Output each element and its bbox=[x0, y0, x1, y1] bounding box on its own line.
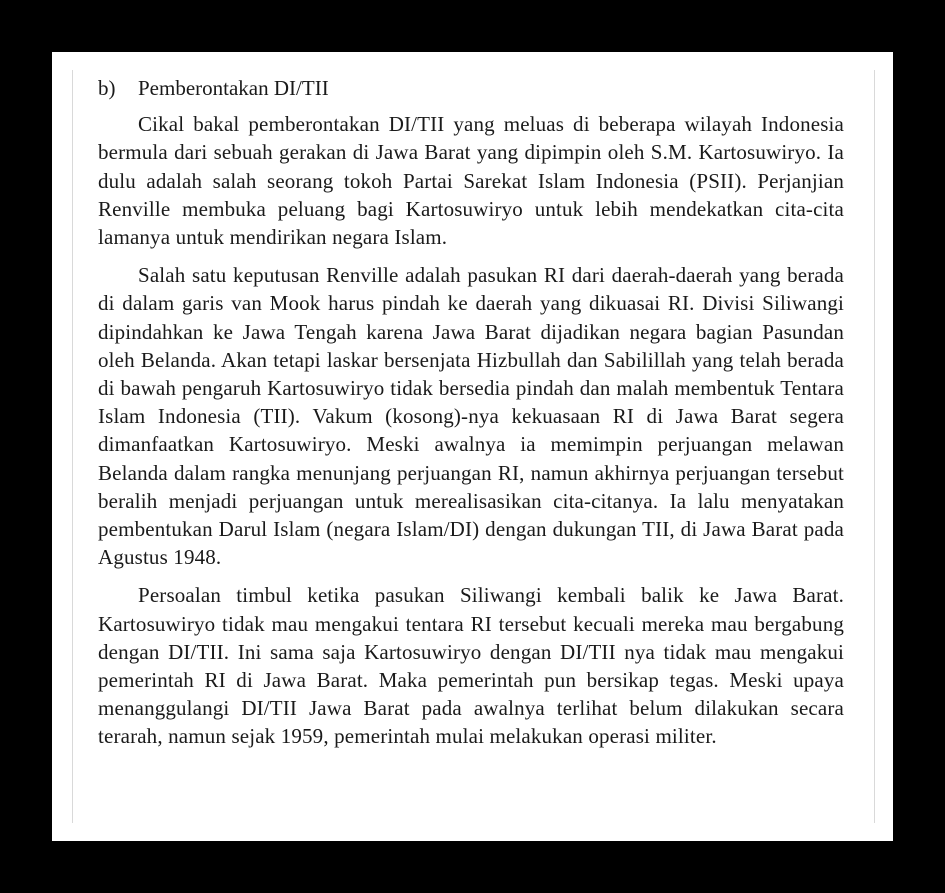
paragraph-1: Cikal bakal pemberontakan DI/TII yang meluas di beberapa wilayah Indonesia bermula dari sebuah gerakan di Jawa Barat yang dipimpin oleh S.M. Kartosuwiryo. Ia dulu adalah salah seorang tokoh Partai Sarekat Islam Indonesia (PSII). Perjanjian Renville membuka peluang bagi Kartosuwiryo untuk lebih mendekatkan cita-cita lamanya untuk mendirikan negara Islam. bbox=[98, 112, 844, 250]
section-marker: b) bbox=[98, 76, 116, 100]
document-body bbox=[98, 74, 844, 751]
paragraph-2: Salah satu keputusan Renville adalah pasukan RI dari daerah-daerah yang berada di dalam garis van Mook harus pindah ke daerah yang dikuasai RI. Divisi Siliwangi dipindahkan ke Jawa Tengah karena Jawa Barat dijadikan negara bagian Pasundan oleh Belanda. Akan tetapi laskar bersenjata Hizbullah dan Sabilillah yang telah berada di bawah pengaruh Kartosuwiryo tidak bersedia pindah dan malah membentuk Tentara Islam Indonesia (TII). Vakum (kosong)-nya kekuasaan RI di Jawa Barat segera dimanfaatkan Kartosuwiryo. Meski awalnya ia memimpin perjuangan melawan Belanda dalam rangka menunjang perjuangan RI, namun akhirnya perjuangan tersebut beralih menjadi perjuangan untuk merealisasikan cita-citanya. Ia lalu menyatakan pembentukan Darul Islam (negara Islam/DI) dengan dukungan TII, di Jawa Barat pada Agustus 1948. bbox=[98, 263, 844, 570]
paragraph-3: Persoalan timbul ketika pasukan Siliwangi kembali balik ke Jawa Barat. Kartosuwiryo tidak mau mengakui tentara RI tersebut kecuali mereka mau bergabung dengan DI/TII. Ini sama saja Kartosuwiryo dengan DI/TII nya tidak mau mengakui pemerintah RI di Jawa Barat. Maka pemerintah pun bersikap tegas. Meski upaya menanggulangi DI/TII Jawa Barat pada awalnya terlihat belum dilakukan secara terarah, namun sejak 1959, pemerintah mulai melakukan operasi militer. bbox=[98, 583, 844, 749]
section-title: Pemberontakan DI/TII bbox=[138, 76, 329, 100]
page-left-rule bbox=[72, 70, 73, 823]
page-right-rule bbox=[874, 70, 875, 823]
section-heading bbox=[98, 74, 844, 102]
document-page bbox=[52, 52, 893, 841]
